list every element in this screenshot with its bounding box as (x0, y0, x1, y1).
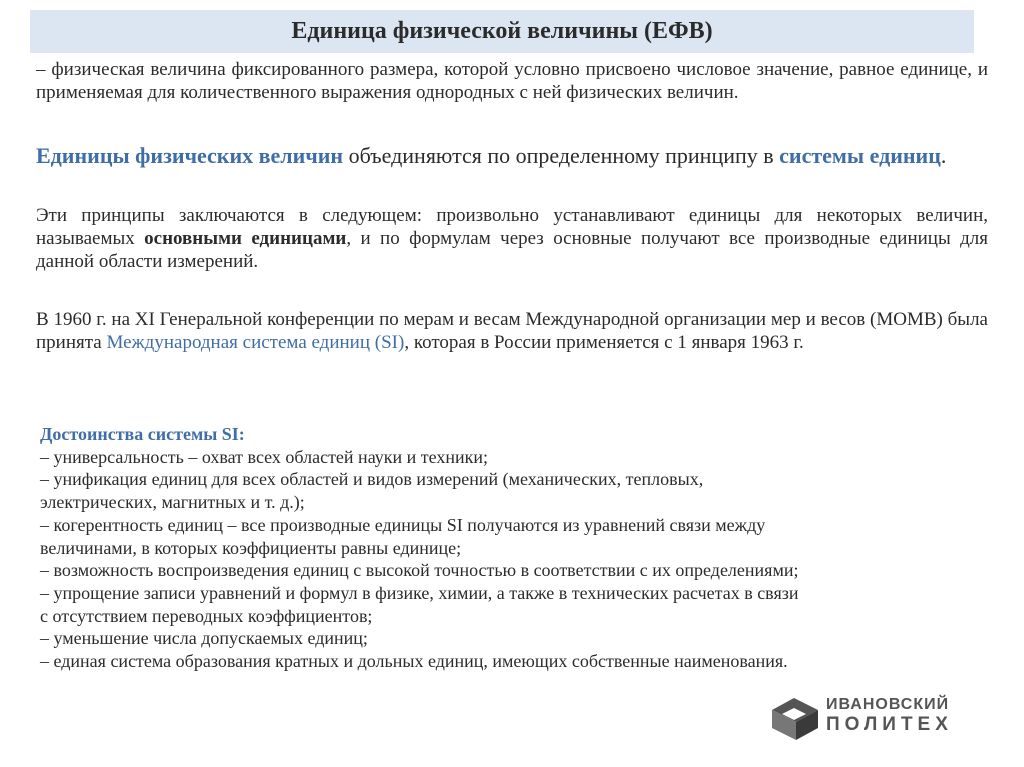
slide-title-text: Единица физической величины (ЕФВ) (291, 18, 713, 44)
polytech-logo-icon (768, 692, 822, 744)
definition-paragraph: – физическая величина фиксированного размера, которой условно присвоено числовое значение, равное единице, и применяемая для количественного выражения однородных с ней физических величин. (36, 59, 988, 103)
slide-title (30, 10, 974, 53)
advantage-line: – упрощение записи уравнений и формул в физике, химии, а также в технических расчетах в связи (40, 582, 799, 603)
advantage-line: – единая система образования кратных и дольных единиц, имеющих собственные наименования. (40, 651, 788, 672)
units-term2: системы единиц (779, 143, 941, 168)
advantage-line: – универсальность – охват всех областей науки и техники; (40, 446, 489, 467)
advantages-title: Достоинства системы SI: (40, 424, 245, 444)
principles-after: , и по формулам через основные получают все производные единицы для данной области измерений. (36, 228, 988, 272)
history-after: , которая в России применяется с 1 января 1963 г. (404, 332, 804, 353)
advantage-line: с отсутствием переводных коэффициентов; (40, 605, 373, 626)
advantage-line: величинами, в которых коэффициенты равны единице; (40, 537, 462, 558)
units-middle: объединяются по определенному принципу в (343, 143, 780, 168)
units-term: Единицы физических величин (36, 143, 344, 168)
principles-before: Эти принципы заключаются в следующем: произвольно устанавливают единицы для некоторых величин, называемых (36, 205, 988, 249)
principles-bold: основными единицами (144, 228, 347, 249)
si-link: Международная система единиц (SI) (106, 332, 405, 353)
advantage-line: – уменьшение числа допускаемых единиц; (40, 628, 368, 649)
logo-line2: ПОЛИТЕХ (826, 714, 953, 735)
logo-line1: ИВАНОВСКИЙ (826, 696, 950, 713)
history-before: В 1960 г. на XI Генеральной конференции по мерам и весам Международной организации мер и весов (МОМВ) была принята (36, 309, 988, 353)
units-paragraph (36, 143, 988, 168)
university-logo (768, 690, 988, 750)
principles-paragraph (36, 204, 988, 273)
advantage-line: – унификация единиц для всех областей и видов измерений (механических, тепловых, (40, 469, 704, 490)
units-end: . (940, 143, 947, 168)
advantage-line: – возможность воспроизведения единиц с высокой точностью в соответствии с их определениями; (40, 560, 799, 581)
history-paragraph (36, 308, 988, 354)
logo-text (826, 696, 953, 736)
advantage-line: электрических, магнитных и т. д.); (40, 492, 305, 513)
advantage-line: – когерентность единиц – все производные единицы SI получаются из уравнений связи между (40, 514, 766, 535)
advantages-block (40, 423, 990, 673)
